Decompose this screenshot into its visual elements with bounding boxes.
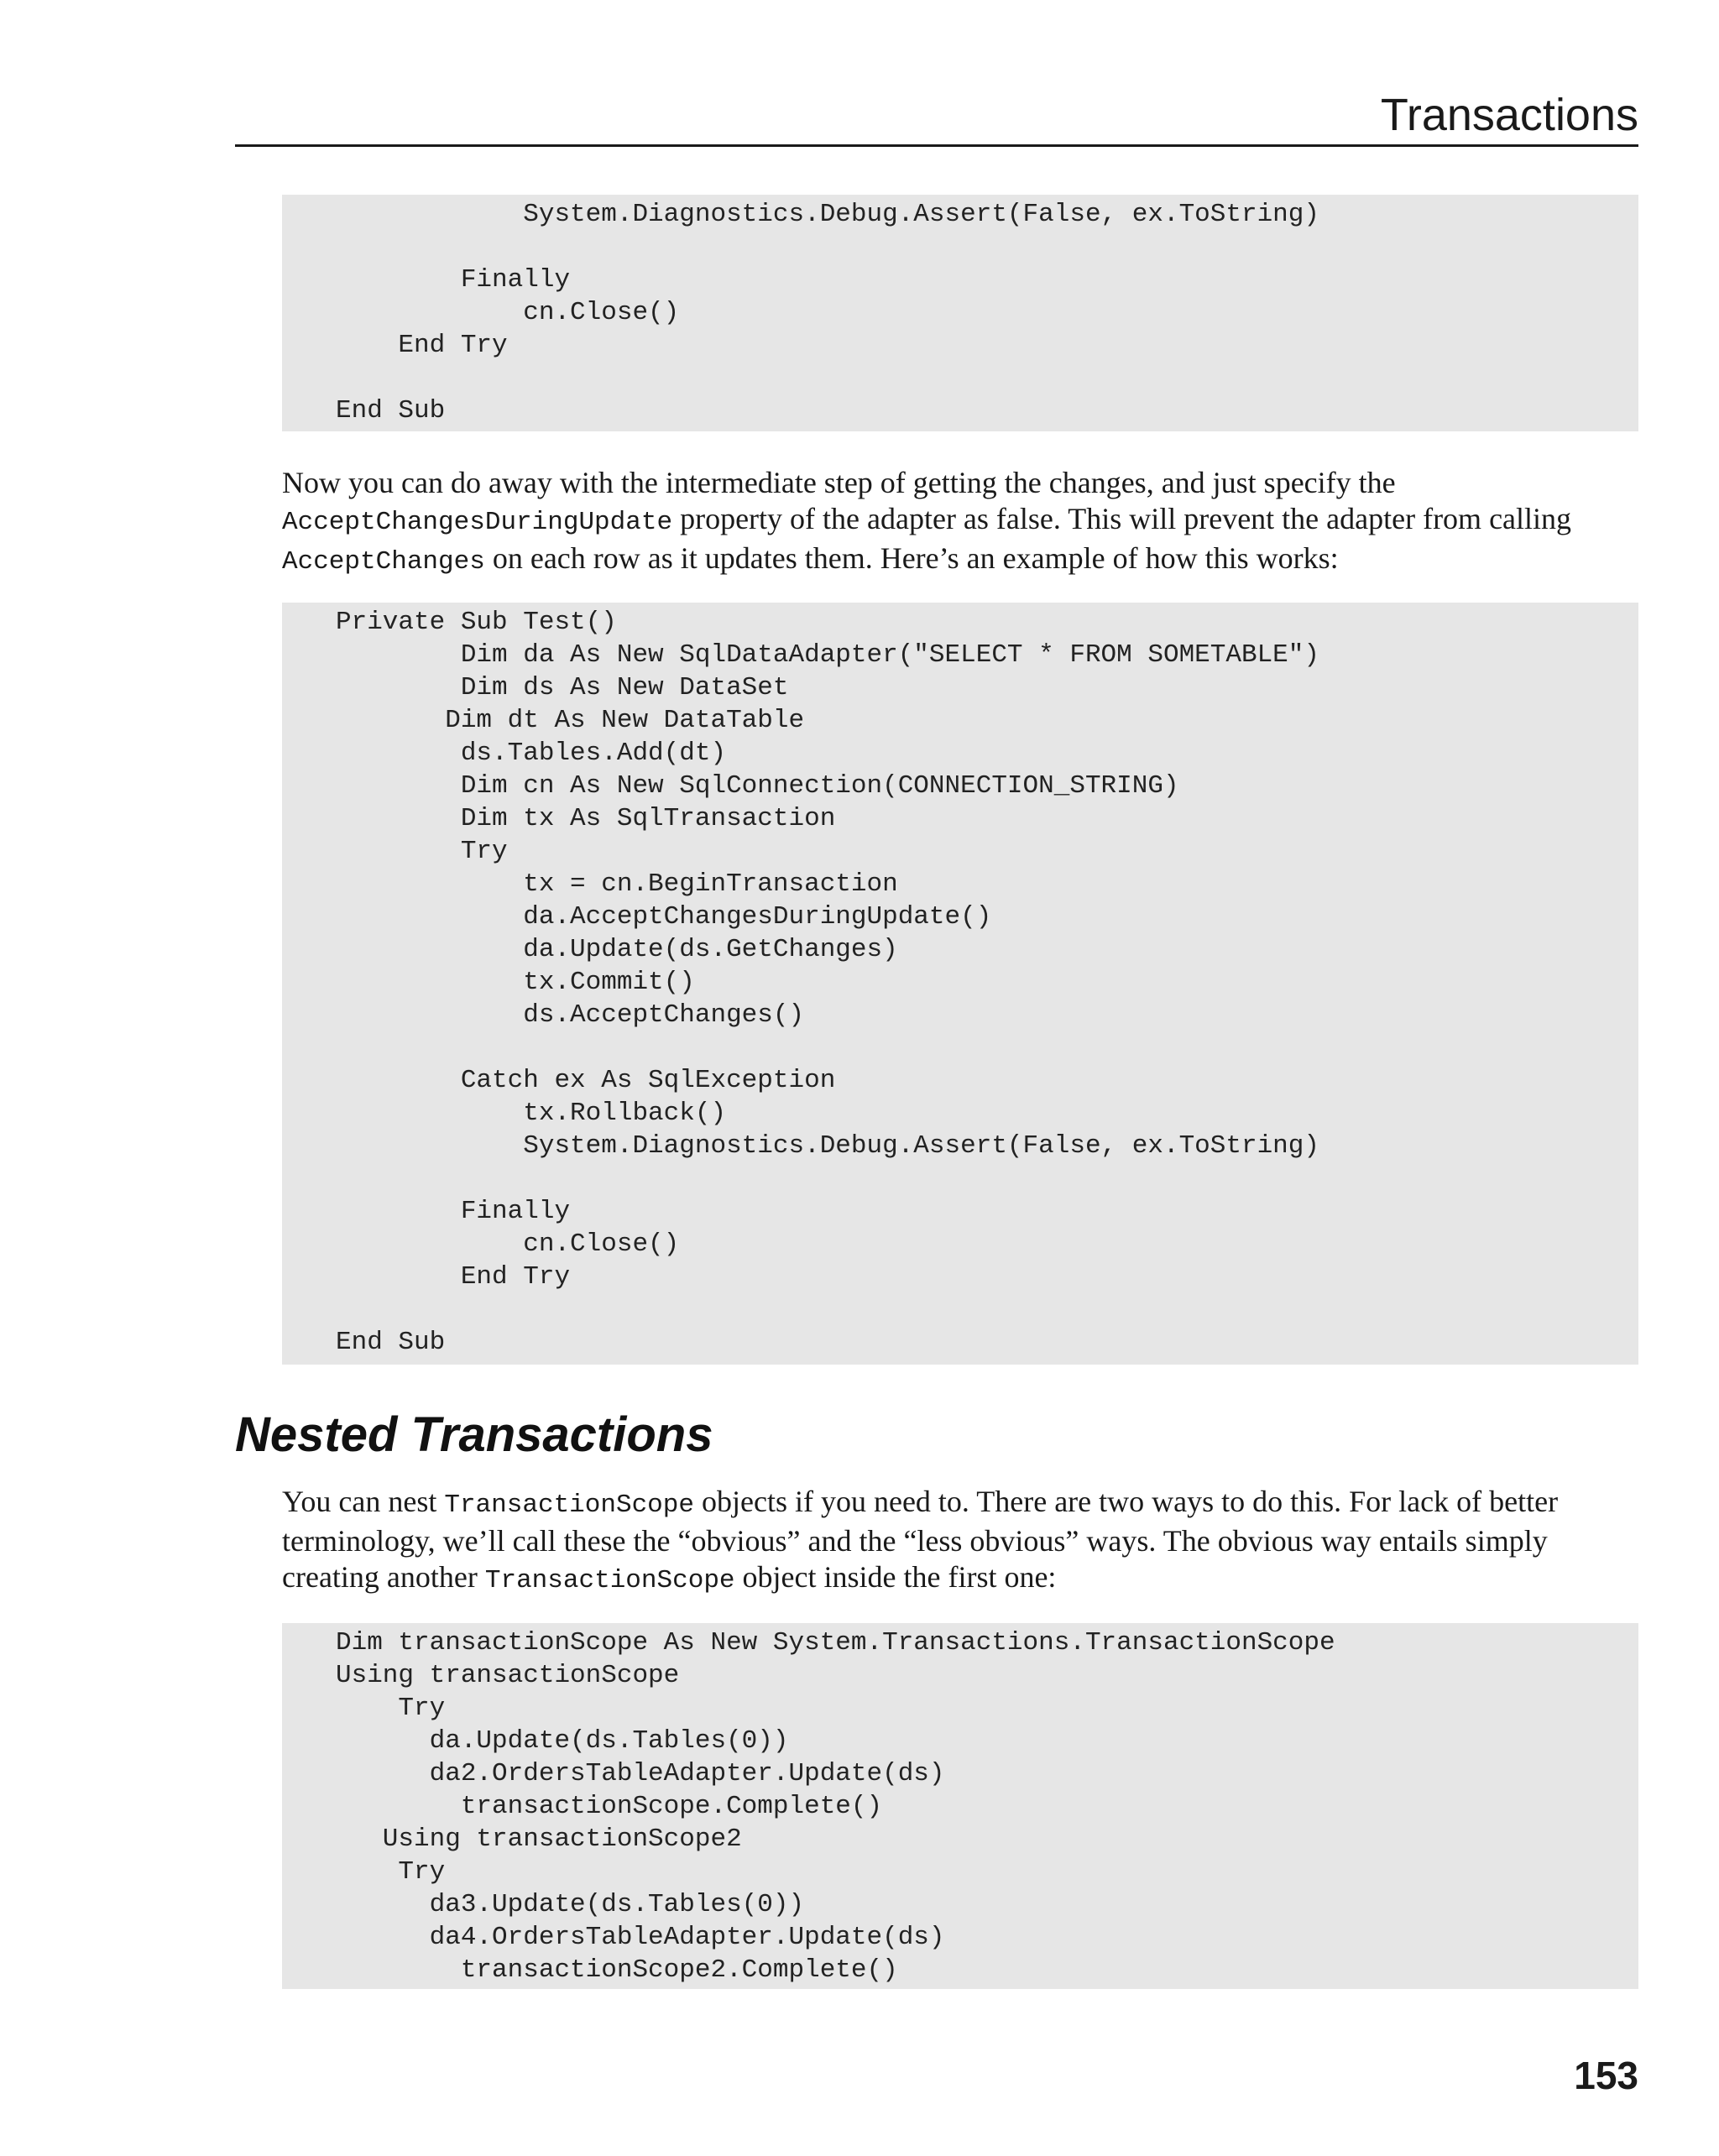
code-line: Using transactionScope [336, 1661, 680, 1690]
code-line: Try [336, 1694, 446, 1723]
paragraph-text: Now you can do away with the intermediate step of getting the changes, and just specify the [282, 466, 1396, 499]
code-block [282, 603, 1638, 1365]
code-line: Dim transactionScope As New System.Transactions.TransactionScope [336, 1628, 1335, 1657]
code-line: Try [336, 1857, 446, 1887]
inline-code: AcceptChanges [282, 547, 485, 577]
page-number: 153 [1574, 2054, 1638, 2097]
code-line: Finally [336, 265, 571, 295]
code-line: cn.Close() [336, 298, 680, 327]
code-line: tx.Commit() [336, 968, 695, 997]
code-line: Dim ds As New DataSet [336, 673, 789, 702]
code-line: ds.Tables.Add(dt) [336, 739, 727, 768]
body-paragraph [282, 1484, 1638, 1599]
inline-code: TransactionScope [484, 1566, 735, 1595]
code-line: transactionScope2.Complete() [336, 1955, 898, 1985]
code-line: transactionScope.Complete() [336, 1792, 883, 1821]
code-line: Dim da As New SqlDataAdapter("SELECT * FROM SOMETABLE") [336, 640, 1319, 670]
code-line: tx = cn.BeginTransaction [336, 869, 898, 899]
inline-code: AcceptChangesDuringUpdate [282, 508, 673, 537]
code-line: da.AcceptChangesDuringUpdate() [336, 902, 992, 932]
code-line: Using transactionScope2 [336, 1825, 742, 1854]
code-line: Finally [336, 1197, 571, 1226]
code-block [282, 195, 1638, 431]
code-line: da.Update(ds.GetChanges) [336, 935, 898, 964]
code-line: cn.Close() [336, 1229, 680, 1259]
code-line: Dim tx As SqlTransaction [336, 804, 836, 833]
code-line: tx.Rollback() [336, 1099, 727, 1128]
paragraph-text: property of the adapter as false. This will prevent the adapter from calling [672, 502, 1572, 535]
code-line: da2.OrdersTableAdapter.Update(ds) [336, 1759, 945, 1788]
code-line [336, 1162, 1638, 1195]
running-header [235, 84, 1638, 147]
code-line: Private Sub Test() [336, 608, 617, 637]
paragraph-text: on each row as it updates them. Here’s an example of how this works: [484, 541, 1339, 575]
code-line: System.Diagnostics.Debug.Assert(False, ex.ToString) [336, 1131, 1319, 1161]
paragraph-text: You can nest [282, 1485, 445, 1518]
code-line: End Sub [336, 396, 446, 425]
code-line: Try [336, 837, 508, 866]
code-line: da4.OrdersTableAdapter.Update(ds) [336, 1923, 945, 1952]
inline-code: TransactionScope [444, 1490, 694, 1520]
code-line [336, 231, 1638, 264]
code-line: ds.AcceptChanges() [336, 1000, 805, 1030]
paragraph-text: object inside the first one: [734, 1560, 1057, 1594]
code-line: End Sub [336, 1328, 446, 1357]
section-heading: Nested Transactions [235, 1407, 713, 1462]
code-block [282, 1623, 1638, 1989]
code-line [336, 362, 1638, 394]
code-line: Catch ex As SqlException [336, 1066, 836, 1095]
code-line: End Try [336, 1262, 571, 1292]
code-line: da.Update(ds.Tables(0)) [336, 1726, 789, 1756]
code-line: End Try [336, 331, 508, 360]
code-line: Dim dt As New DataTable [336, 706, 805, 735]
code-line: da3.Update(ds.Tables(0)) [336, 1890, 805, 1919]
code-line [336, 1293, 1638, 1326]
code-line [336, 1031, 1638, 1064]
code-line: System.Diagnostics.Debug.Assert(False, ex.ToString) [336, 200, 1319, 229]
chapter-title: Transactions [1380, 90, 1638, 140]
paragraph-text: objects if you need to. There are two ways to do this. For lack of better terminology, we’ll call these the “obvious” and the “less obvious” ways. The obvious way entails simply creating another [282, 1485, 1559, 1594]
body-paragraph [282, 465, 1638, 580]
code-line: Dim cn As New SqlConnection(CONNECTION_STRING) [336, 771, 1179, 801]
